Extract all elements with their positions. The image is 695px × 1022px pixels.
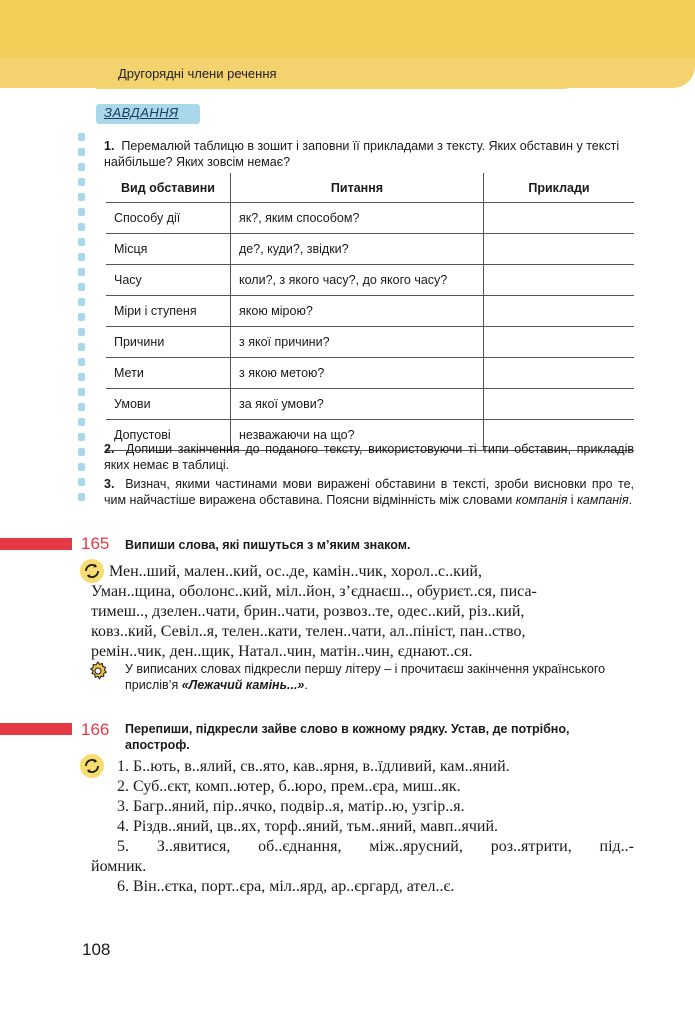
table-header: Вид обставини xyxy=(106,173,231,203)
exercise-title: Випиши слова, які пишуться з м’яким знаком. xyxy=(125,538,411,552)
table-header-row xyxy=(106,173,634,203)
circumstance-table xyxy=(106,173,634,451)
table-row: Міри і ступеня якою мірою? xyxy=(106,296,634,327)
table-row: Часу коли?, з якого часу?, до якого часу? xyxy=(106,265,634,296)
table-row: Місця де?, куди?, звідки? xyxy=(106,234,634,265)
table-row: Допустові незважаючи на що? xyxy=(106,420,634,451)
table-row: Мети з якою метою? xyxy=(106,358,634,389)
table-row: Умови за якої умови? xyxy=(106,389,634,420)
section-title: Другорядні члени речення xyxy=(118,66,277,81)
exercise-note: У виписаних словах підкресли першу літеру – і прочитаєш закінчення українського прислів’я «Лежачий камінь...». xyxy=(125,662,606,692)
question-1: 1. Перемалюй таблицю в зошит і заповни її прикладами з тексту. Яких обставин у тексті найбільше? Яких зовсім немає? xyxy=(104,139,620,169)
exercise-text: 1. Б..ють, в..ялий, св..ято, кав..ярня, в..їдливий, кам..яний. 2. Суб..єкт, комп..ютер, б..юро, прем..єра, миш..як. 3. Багр..яний, пір..ячко, подвір..я, матір..ю, узгір..я. 4. Різдв..яний, цв..ях, торф..яний, тьм..яний, мавп..ячий. 5. З..явитися, об..єднання, між..ярусний, роз..ятрити, під..- йомник. 6. Він..єтка, порт..єра, міл..ярд, ар..єргард, ател..є. xyxy=(91,758,634,895)
gear-icon xyxy=(88,661,108,681)
exercise-number: 165 xyxy=(81,534,110,553)
table-header: Питання xyxy=(231,173,484,203)
exercise-number: 166 xyxy=(81,720,110,739)
question-3: 3. Визнач, якими частинами мови виражені обставини в тексті, зроби висновки про те, чим найчастіше виражена обставина. Поясни відмінність між словами компанія і кампанія. xyxy=(104,477,634,507)
exercise-text: Мен..ший, мален..кий, ос..де, камін..чик, хорол..с..кий, Уман..щина, оболонс..кий, міл..йон, з’єднаєш.., обуриєт..ся, писа- тимеш.., дзелен..чати, брин..чати, розвоз..те, одес..кий, різ..кий, ковз..кий, Севіл..я, телен..кати, телен..чати, ал..пініст, пан..ство, ремін..чик, ден..щик, Натал..чин, матін..чин, єднают..ся. xyxy=(91,563,537,660)
table-row: Причини з якої причини? xyxy=(106,327,634,358)
table-header: Приклади xyxy=(484,173,635,203)
page-number: 108 xyxy=(82,940,111,959)
decorative-dots xyxy=(78,133,86,508)
exercise-marker-bar xyxy=(0,723,72,735)
task-label: ЗАВДАННЯ xyxy=(96,104,200,124)
question-2: 2. Допиши закінчення до поданого тексту, використовуючи ті типи обставин, прикладів яких немає в таблиці. xyxy=(104,442,635,472)
exercise-title: Перепиши, підкресли зайве слово в кожному рядку. Устав, де потрібно, апостроф. xyxy=(125,722,570,752)
exercise-marker-bar xyxy=(0,538,72,550)
table-row: Способу дії як?, яким способом? xyxy=(106,203,634,234)
